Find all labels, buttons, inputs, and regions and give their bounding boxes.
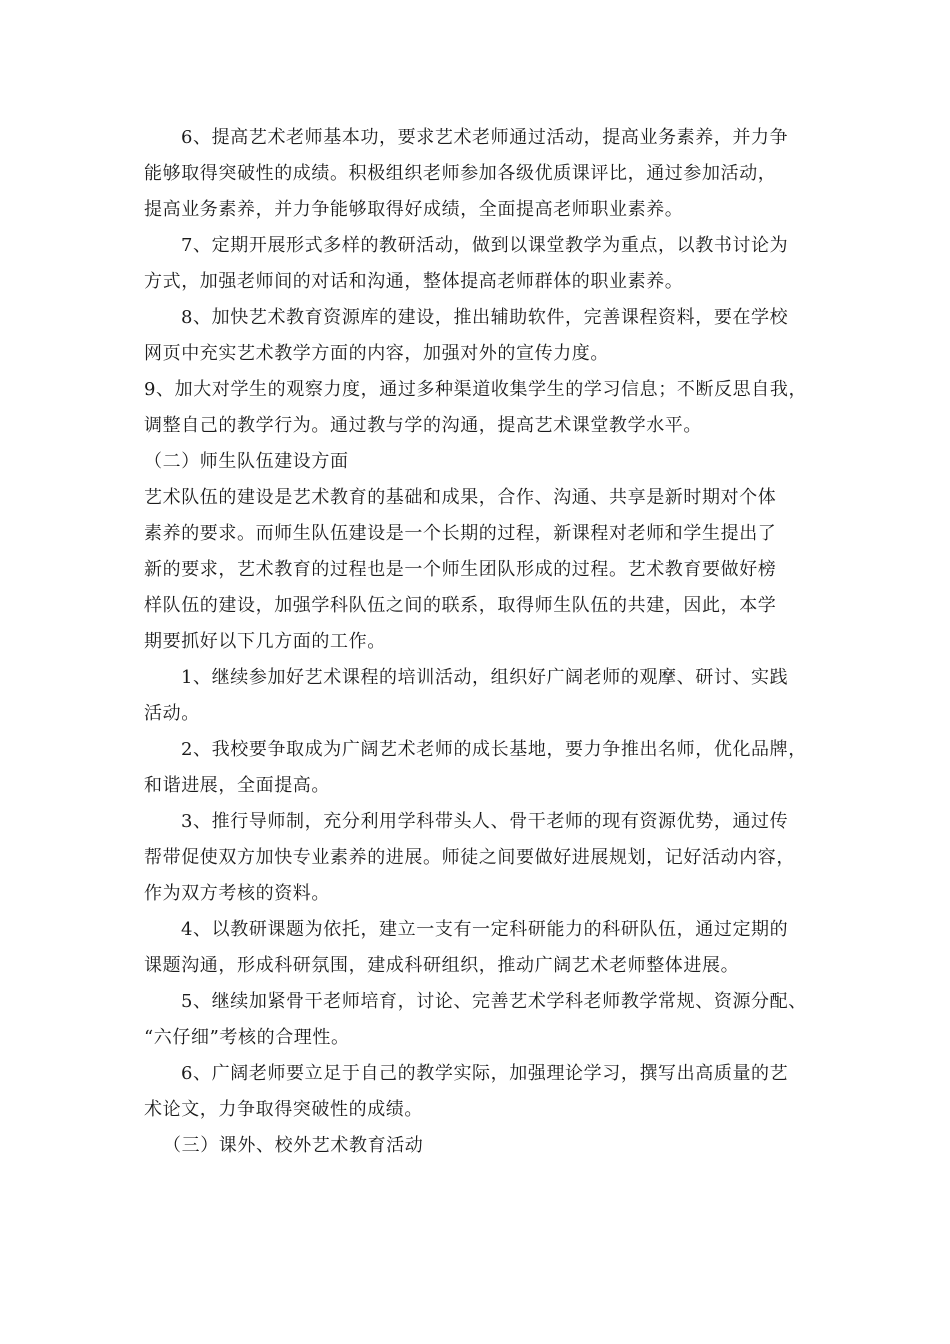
text-line: 调整自己的教学行为。通过教与学的沟通，提高艺术课堂教学水平。 [144,415,702,436]
text-line: 1、继续参加好艺术课程的培训活动，组织好广阔老师的观摩、研讨、实践 [181,667,789,688]
text-line: 课题沟通，形成科研氛围，建成科研组织，推动广阔艺术老师整体进展。 [144,955,740,976]
text-line: 帮带促使双方加快专业素养的进展。师徒之间要做好进展规划，记好活动内容， [144,847,795,868]
text-line: 和谐进展，全面提高。 [144,775,330,796]
text-line: 术论文，力争取得突破性的成绩。 [144,1099,423,1120]
text-line: 网页中充实艺术教学方面的内容，加强对外的宣传力度。 [144,343,609,364]
text-line: 4、以教研课题为依托，建立一支有一定科研能力的科研队伍，通过定期的 [181,919,789,940]
text-line: 7、定期开展形式多样的教研活动，做到以课堂教学为重点，以教书讨论为 [181,235,789,256]
text-line: 艺术队伍的建设是艺术教育的基础和成果，合作、沟通、共享是新时期对个体 [144,487,777,508]
text-line: 9、加大对学生的观察力度，通过多种渠道收集学生的学习信息；不断反思自我， [144,379,808,400]
text-line: 方式，加强老师间的对话和沟通，整体提高老师群体的职业素养。 [144,271,684,292]
text-line: 3、推行导师制，充分利用学科带头人、骨干老师的现有资源优势，通过传 [181,811,789,832]
text-line: 5、继续加紧骨干老师培育，讨论、完善艺术学科老师教学常规、资源分配、 [181,991,807,1012]
text-line: 提高业务素养，并力争能够取得好成绩，全面提高老师职业素养。 [144,199,684,220]
text-line: 8、加快艺术教育资源库的建设，推出辅助软件，完善课程资料，要在学校 [181,307,789,328]
text-line: 能够取得突破性的成绩。积极组织老师参加各级优质课评比，通过参加活动， [144,163,777,184]
section-heading: （三）课外、校外艺术教育活动 [163,1135,424,1156]
text-line: 素养的要求。而师生队伍建设是一个长期的过程，新课程对老师和学生提出了 [144,523,777,544]
text-line: “六仔细”考核的合理性。 [144,1027,350,1048]
section-heading: （二）师生队伍建设方面 [144,451,349,472]
text-line: 期要抓好以下几方面的工作。 [144,631,386,652]
text-line: 作为双方考核的资料。 [144,883,330,904]
text-line: 2、我校要争取成为广阔艺术老师的成长基地，要力争推出名师，优化品牌， [181,739,807,760]
text-line: 活动。 [144,703,200,724]
text-line: 6、提高艺术老师基本功，要求艺术老师通过活动，提高业务素养，并力争 [181,127,789,148]
text-line: 新的要求，艺术教育的过程也是一个师生团队形成的过程。艺术教育要做好榜 [144,559,777,580]
text-line: 样队伍的建设，加强学科队伍之间的联系，取得师生队伍的共建，因此，本学 [144,595,777,616]
text-line: 6、广阔老师要立足于自己的教学实际，加强理论学习，撰写出高质量的艺 [181,1063,789,1084]
